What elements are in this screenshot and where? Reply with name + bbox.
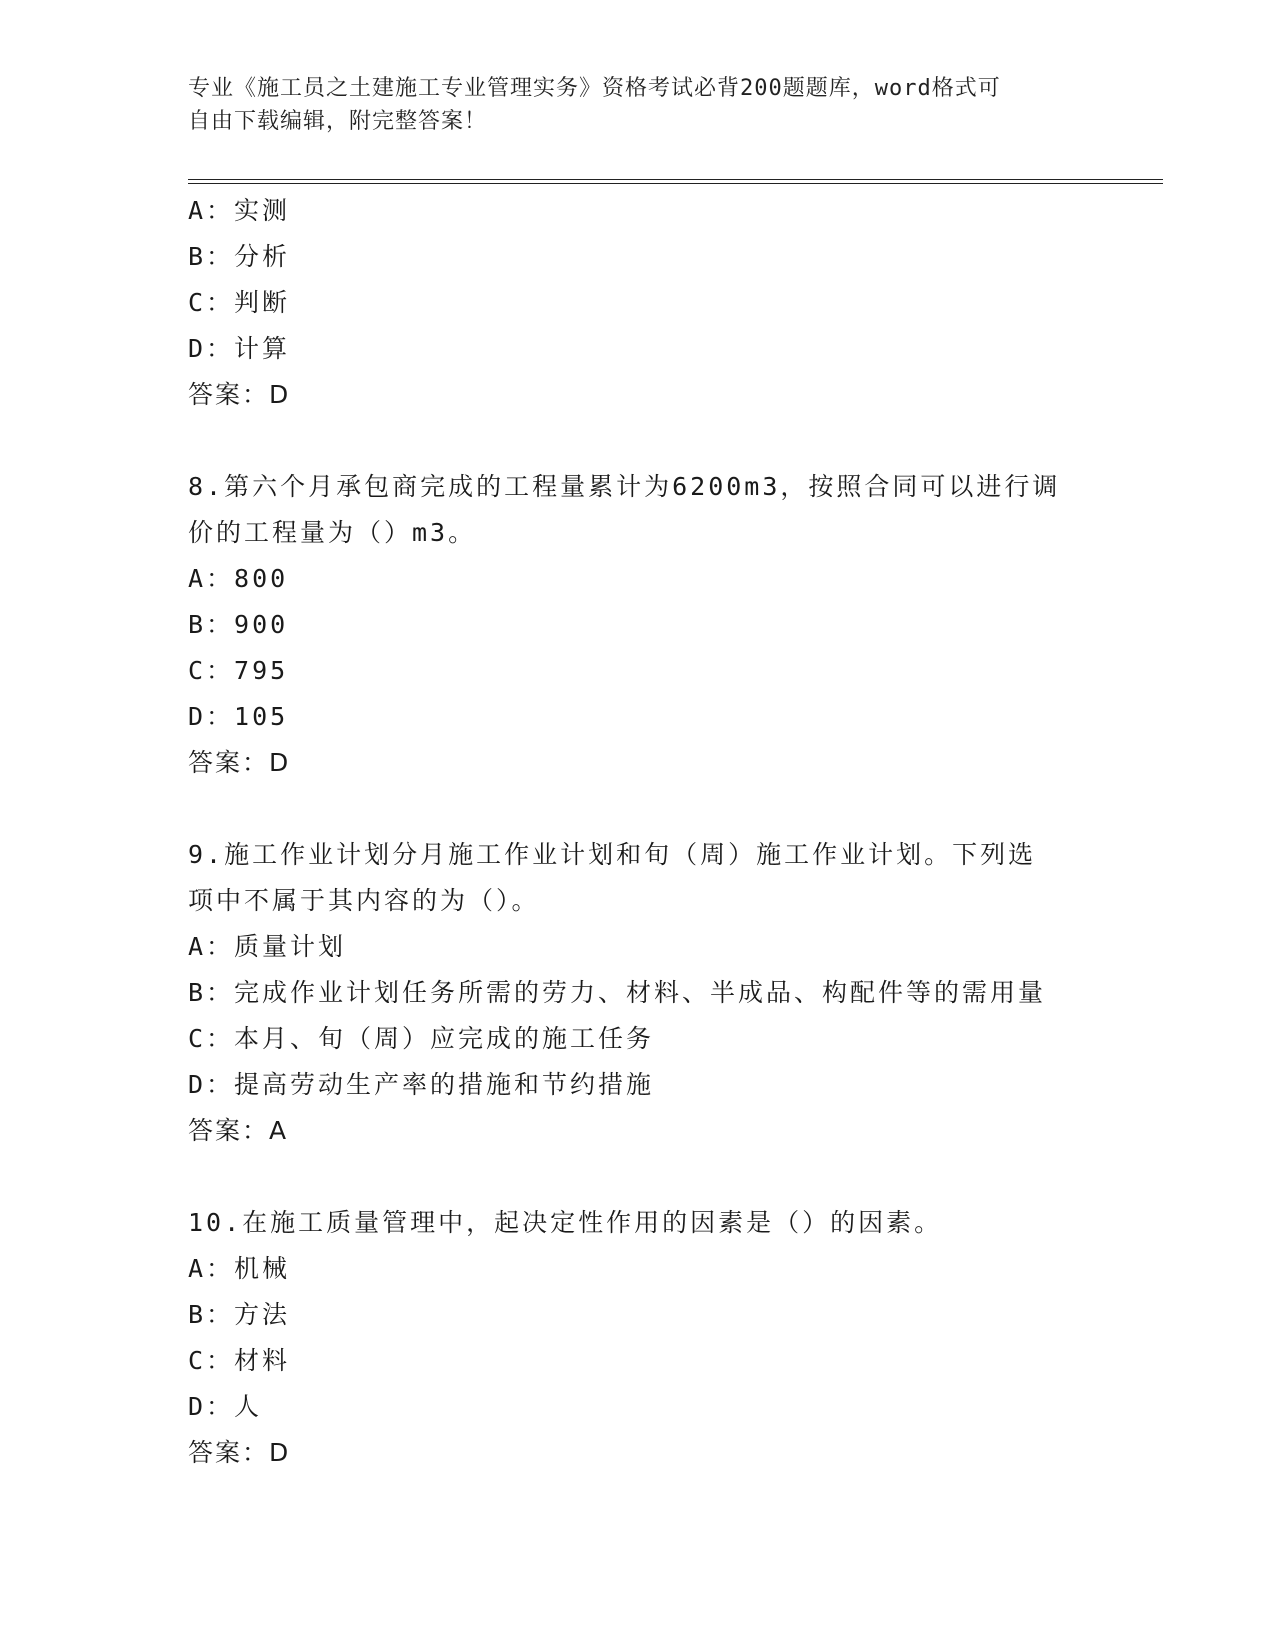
option-d: D：提高劳动生产率的措施和节约措施 [188, 1070, 655, 1099]
answer: 答案：D [188, 748, 291, 777]
answer: 答案：D [188, 1438, 291, 1467]
question-10 [188, 1200, 1088, 1476]
header-line-1: 专业《施工员之土建施工专业管理实务》资格考试必背200题题库，word格式可 [188, 76, 1001, 101]
question-stem-line: 9.施工作业计划分月施工作业计划和旬（周）施工作业计划。下列选 [188, 840, 1037, 869]
header-line-2: 自由下载编辑，附完整答案！ [188, 109, 488, 134]
question-stem-line: 10.在施工质量管理中，起决定性作用的因素是（）的因素。 [188, 1208, 943, 1237]
option-d: D：105 [188, 702, 289, 731]
option-b: B：方法 [188, 1300, 291, 1329]
question-list [188, 188, 1088, 1476]
option-b: B：完成作业计划任务所需的劳力、材料、半成品、构配件等的需用量 [188, 978, 1047, 1007]
answer: 答案：A [188, 1116, 289, 1145]
answer: 答案：D [188, 380, 291, 409]
option-a: A：实测 [188, 196, 291, 225]
spacer [188, 786, 1088, 832]
option-b: B：分析 [188, 242, 291, 271]
option-d: D：计算 [188, 334, 291, 363]
option-a: A：800 [188, 564, 289, 593]
option-c: C：795 [188, 656, 289, 685]
question-stem-line: 项中不属于其内容的为（）。 [188, 886, 540, 915]
spacer [188, 418, 1088, 464]
question-stem-line: 价的工程量为（）m3。 [188, 518, 477, 547]
header-divider-top [188, 179, 1163, 180]
option-c: C：本月、旬（周）应完成的施工任务 [188, 1024, 655, 1053]
spacer [188, 1154, 1088, 1200]
option-c: C：判断 [188, 288, 291, 317]
option-c: C：材料 [188, 1346, 291, 1375]
option-d: D：人 [188, 1392, 263, 1421]
question-9 [188, 832, 1088, 1154]
header-divider-bottom [188, 183, 1163, 184]
option-a: A：质量计划 [188, 932, 347, 961]
document-header [188, 72, 1088, 138]
question-8 [188, 464, 1088, 786]
option-a: A：机械 [188, 1254, 291, 1283]
question-continued [188, 188, 1088, 418]
question-stem-line: 8.第六个月承包商完成的工程量累计为6200m3，按照合同可以进行调 [188, 472, 1061, 501]
option-b: B：900 [188, 610, 289, 639]
